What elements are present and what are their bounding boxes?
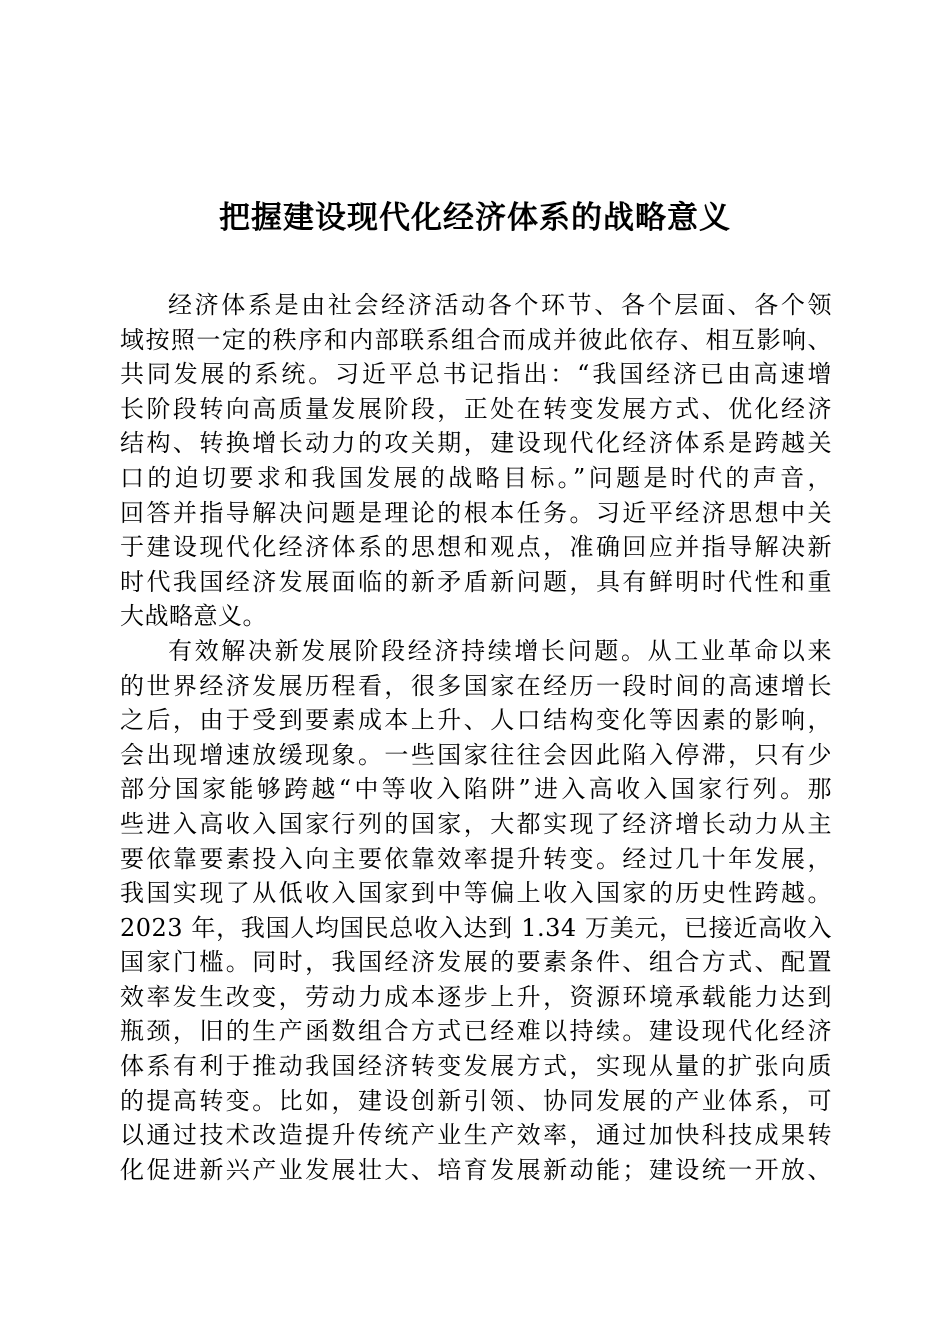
text-line: 口的迫切要求和我国发展的战略目标。”问题是时代的声音， — [120, 463, 832, 492]
text-line: 些进入高收入国家行列的国家，大都实现了经济增长动力从主 — [120, 809, 832, 838]
text-line: 以通过技术改造提升传统产业生产效率，通过加快科技成果转 — [120, 1121, 832, 1150]
text-line: 要依靠要素投入向主要依靠效率提升转变。经过几十年发展， — [120, 844, 832, 873]
text-line: 共同发展的系统。习近平总书记指出：“我国经济已由高速增 — [120, 360, 832, 389]
text-line: 时代我国经济发展面临的新矛盾新问题，具有鲜明时代性和重 — [120, 567, 832, 596]
text-line: 我国实现了从低收入国家到中等偏上收入国家的历史性跨越。 — [120, 879, 832, 908]
text-line: 之后，由于受到要素成本上升、人口结构变化等因素的影响， — [120, 706, 832, 735]
text-line: 2023 年，我国人均国民总收入达到 1.34 万美元，已接近高收入 — [120, 913, 832, 942]
text-line: 有效解决新发展阶段经济持续增长问题。从工业革命以来 — [168, 636, 832, 665]
text-line: 部分国家能够跨越“中等收入陷阱”进入高收入国家行列。那 — [120, 775, 832, 804]
paragraph-1 — [120, 288, 832, 634]
text-line: 化促进新兴产业发展壮大、培育发展新动能；建设统一开放、 — [120, 1155, 832, 1184]
document-body — [120, 288, 832, 1187]
text-line: 长阶段转向高质量发展阶段，正处在转变发展方式、优化经济 — [120, 394, 832, 423]
text-line: 域按照一定的秩序和内部联系组合而成并彼此依存、相互影响、 — [120, 325, 832, 354]
text-line: 的提高转变。比如，建设创新引领、协同发展的产业体系，可 — [120, 1086, 832, 1115]
text-line: 国家门槛。同时，我国经济发展的要素条件、组合方式、配置 — [120, 948, 832, 977]
document-title: 把握建设现代化经济体系的战略意义 — [219, 200, 731, 236]
text-line: 会出现增速放缓现象。一些国家往往会因此陷入停滞，只有少 — [120, 740, 832, 769]
text-line: 的世界经济发展历程看，很多国家在经历一段时间的高速增长 — [120, 671, 832, 700]
text-line: 体系有利于推动我国经济转变发展方式，实现从量的扩张向质 — [120, 1052, 832, 1081]
text-line: 结构、转换增长动力的攻关期，建设现代化经济体系是跨越关 — [120, 429, 832, 458]
text-line: 回答并指导解决问题是理论的根本任务。习近平经济思想中关 — [120, 498, 832, 527]
text-line: 效率发生改变，劳动力成本逐步上升，资源环境承载能力达到 — [120, 982, 832, 1011]
text-line: 于建设现代化经济体系的思想和观点，准确回应并指导解决新 — [120, 533, 832, 562]
text-line: 瓶颈，旧的生产函数组合方式已经难以持续。建设现代化经济 — [120, 1017, 832, 1046]
paragraph-2 — [120, 634, 832, 1188]
text-line: 经济体系是由社会经济活动各个环节、各个层面、各个领 — [168, 291, 832, 319]
text-line: 大战略意义。 — [120, 602, 267, 631]
